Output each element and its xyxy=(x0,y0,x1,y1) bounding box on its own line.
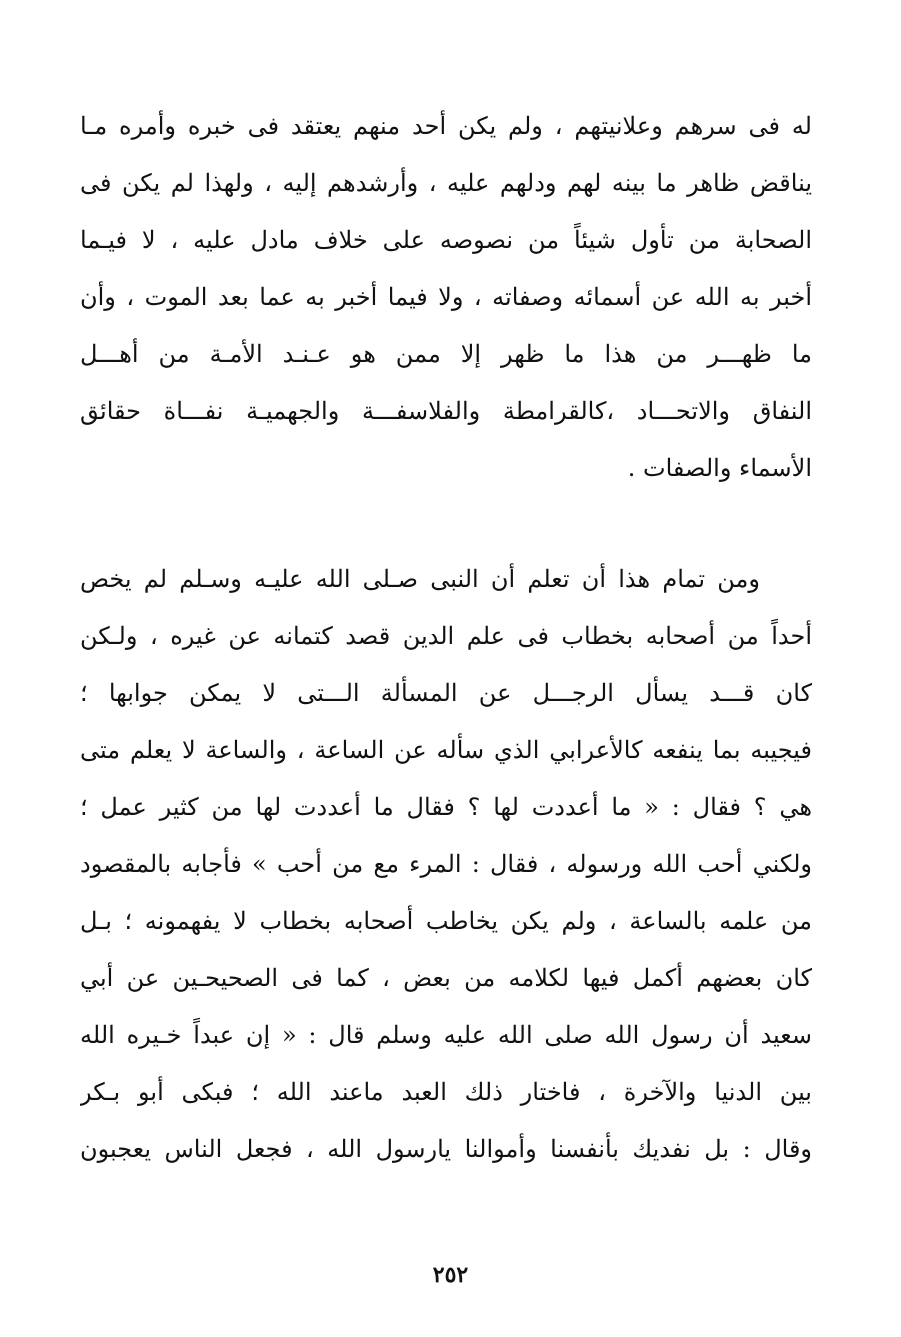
text-line: ولكني أحب الله ورسوله ، فقال : المرء مع من أحب » فأجابه بالمقصود xyxy=(80,850,812,878)
text-line: الصحابة من تأول شيئاً من نصوصه على خلاف مادل عليه ، لا فيـما xyxy=(80,226,812,254)
text-line: الأسماء والصفات . xyxy=(627,454,812,482)
text-line: أخبر به الله عن أسمائه وصفاته ، ولا فيما أخبر به عما بعد الموت ، وأن xyxy=(80,283,812,311)
text-line: بين الدنيا والآخرة ، فاختار ذلك العبد ماعند الله ؛ فبكى أبو بـكر xyxy=(80,1078,812,1106)
text-line: النفاق والاتحـــاد ،كالقرامطة والفلاسفـــة والجهميـة نفـــاة حقائق xyxy=(80,397,812,425)
text-line: له فى سرهم وعلانيتهم ، ولم يكن أحد منهم يعتقد فى خبره وأمره مـا xyxy=(80,112,812,140)
text-line: هي ؟ فقال : « ما أعددت لها ؟ فقال ما أعددت لها من كثير عمل ؛ xyxy=(80,793,812,821)
text-line: يناقض ظاهر ما بينه لهم ودلهم عليه ، وأرشدهم إليه ، ولهذا لم يكن فى xyxy=(80,169,812,197)
text-line: أحداً من أصحابه بخطاب فى علم الدين قصد كتمانه عن غيره ، ولـكن xyxy=(80,622,812,650)
text-line: سعيد أن رسول الله صلى الله عليه وسلم قال : « إن عبداً خـيره الله xyxy=(80,1021,812,1049)
text-line: كان قـــد يسأل الرجـــل عن المسألة الـــتى لا يمكن جوابها ؛ xyxy=(80,679,812,707)
page-number: ٢٥٢ xyxy=(432,1262,469,1288)
paragraph-2 xyxy=(80,551,812,1178)
text-line: ومن تمام هذا أن تعلم أن النبى صـلى الله عليـه وسـلم لم يخص xyxy=(80,565,760,593)
text-line: من علمه بالساعة ، ولم يكن يخاطب أصحابه بخطاب لا يفهمونه ؛ بـل xyxy=(80,907,812,935)
paragraph-1 xyxy=(80,98,812,497)
text-line: فيجيبه بما ينفعه كالأعرابي الذي سأله عن الساعة ، والساعة لا يعلم متى xyxy=(80,736,812,764)
text-line: ما ظهـــر من هذا ما ظهر إلا ممن هو عـنـد الأمـة من أهـــل xyxy=(80,340,812,368)
text-line: وقال : بل نفديك بأنفسنا وأموالنا يارسول الله ، فجعل الناس يعجبون xyxy=(80,1135,812,1163)
text-line: كان بعضهم أكمل فيها لكلامه من بعض ، كما فى الصحيحـين عن أبي xyxy=(80,964,812,992)
